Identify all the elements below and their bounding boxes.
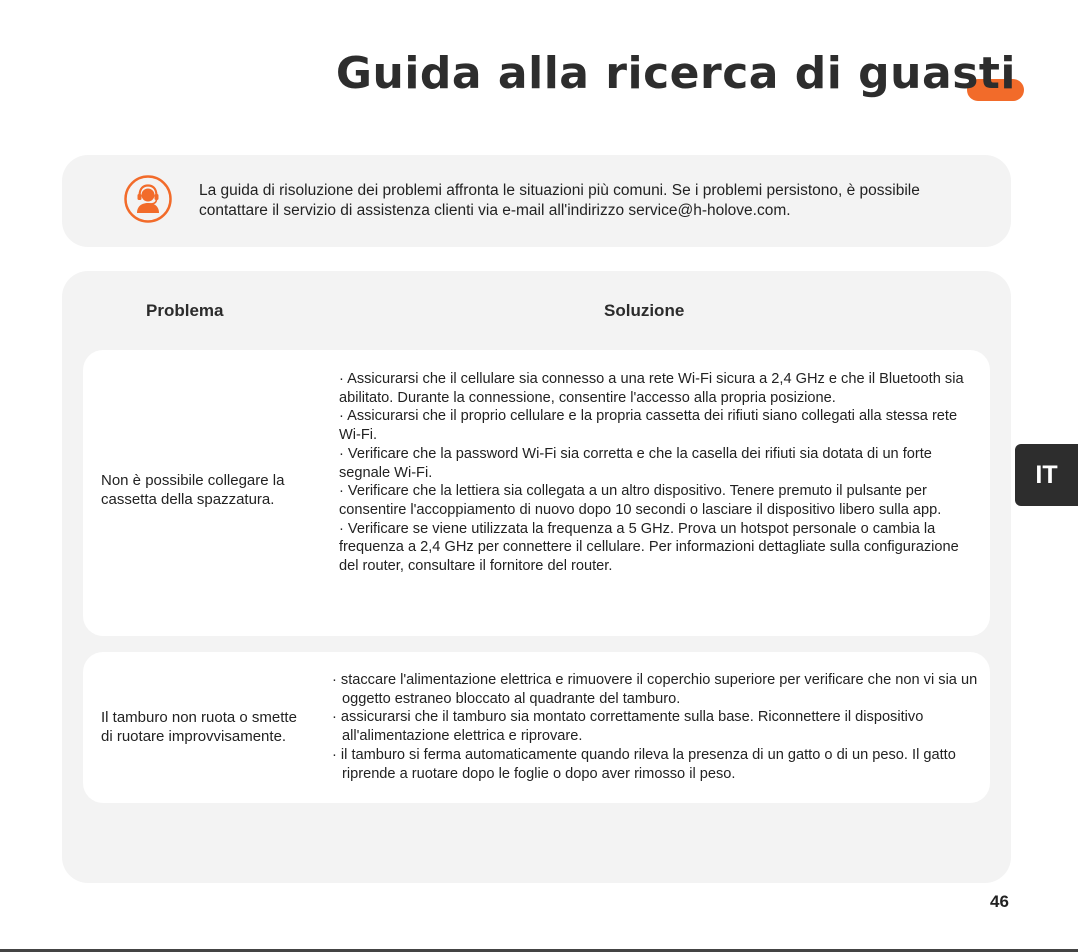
table-row bbox=[83, 652, 990, 803]
troubleshooting-table bbox=[62, 271, 1011, 883]
problem-text: Il tamburo non ruota o smette di ruotare improvvisamente. bbox=[101, 709, 297, 745]
page-title: Guida alla ricerca di guasti bbox=[335, 48, 1016, 99]
intro-box bbox=[62, 155, 1011, 247]
solution-list bbox=[332, 671, 982, 783]
customer-support-icon bbox=[124, 175, 172, 223]
solution-item: · Verificare che la password Wi-Fi sia corretta e che la casella dei rifiuti sia dotata di un forte segnale Wi-Fi. bbox=[339, 445, 932, 481]
header-problem: Problema bbox=[146, 301, 224, 320]
language-tab: IT bbox=[1015, 444, 1078, 506]
header-solution: Soluzione bbox=[604, 301, 685, 320]
solution-item: · Assicurarsi che il proprio cellulare e la propria cassetta dei rifiuti siano collegati alla stessa rete Wi-Fi. bbox=[339, 408, 958, 444]
solution-list bbox=[339, 370, 965, 576]
solution-item: · assicurarsi che il tamburo sia montato correttamente sulla base. Riconnettere il dispositivo all'alimentazione elettrica e riprovare. bbox=[332, 709, 924, 745]
solution-item: · Verificare che la lettiera sia collegata a un altro dispositivo. Tenere premuto il pulsante per consentire l'accoppiamento di nuovo dopo 10 secondi o lasciare il dispositivo libero sulla app. bbox=[339, 483, 942, 518]
solution-item: · Assicurarsi che il cellulare sia connesso a una rete Wi-Fi sicura a 2,4 GHz e che il Bluetooth sia abilitato. Durante la connessione, consentire l'accesso alla propria posizione. bbox=[339, 371, 964, 406]
page-number: 46 bbox=[990, 892, 1009, 911]
solution-item: · il tamburo si ferma automaticamente quando rileva la presenza di un gatto o di un peso. Il gatto riprende a ruotare dopo le foglie o dopo aver rimosso il peso. bbox=[332, 746, 956, 782]
table-row bbox=[83, 350, 990, 636]
problem-text: Non è possibile collegare la cassetta della spazzatura. bbox=[101, 472, 285, 508]
solution-item: · Verificare se viene utilizzata la frequenza a 5 GHz. Prova un hotspot personale o cambia la frequenza a 2,4 GHz per connettere il cellulare. Per informazioni dettagliate sulla configurazione del router, consultare il fornitore del router. bbox=[339, 520, 959, 575]
solution-item: · staccare l'alimentazione elettrica e rimuovere il coperchio superiore per verificare che non vi sia un oggetto estraneo bloccato al quadrante del tamburo. bbox=[332, 672, 978, 707]
intro-text: La guida di risoluzione dei problemi affronta le situazioni più comuni. Se i problemi persistono, è possibile contattare il servizio di assistenza clienti via e-mail all'indirizzo service@h-holove.com. bbox=[199, 182, 920, 219]
